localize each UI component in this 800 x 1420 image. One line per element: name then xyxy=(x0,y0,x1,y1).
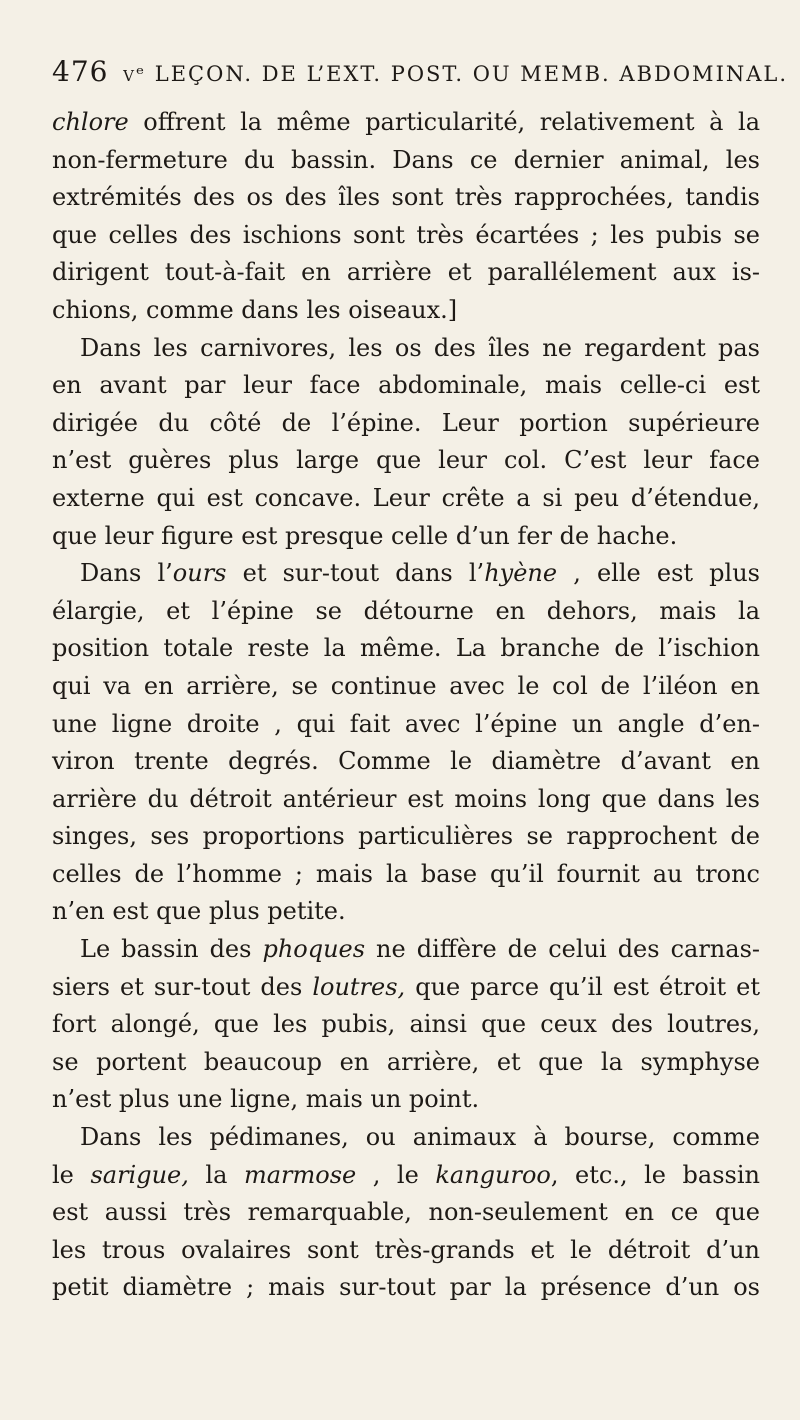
text-line xyxy=(52,104,760,142)
text-line xyxy=(52,1232,760,1270)
text-line xyxy=(52,781,760,819)
text-run: est aussi très remarquable, non-seulement en ce que xyxy=(52,1198,760,1227)
text-line xyxy=(52,706,760,744)
italic-term: kanguroo xyxy=(435,1160,551,1189)
text-line xyxy=(52,405,760,443)
italic-term: loutres, xyxy=(312,972,406,1001)
text-run: n’est guères plus large que leur col. C’est leur face xyxy=(52,446,760,475)
text-line xyxy=(52,1081,760,1119)
text-line xyxy=(52,630,760,668)
running-head xyxy=(52,52,789,94)
italic-term: phoques xyxy=(262,935,366,964)
text-line xyxy=(52,179,760,217)
text-line xyxy=(52,1269,760,1307)
text-run: dirigée du côté de l’épine. Leur portion supérieure xyxy=(52,408,760,437)
text-line xyxy=(52,367,760,405)
text-run: siers et sur-tout des xyxy=(52,972,313,1001)
text-run: Dans les carnivores, les os des îles ne regardent pas xyxy=(80,333,760,362)
text-line xyxy=(52,254,760,292)
italic-term: hyène xyxy=(484,559,558,588)
text-run: se portent beaucoup en arrière, et que la symphyse xyxy=(52,1047,760,1076)
text-run: n’est plus une ligne, mais un point. xyxy=(52,1085,480,1114)
text-line xyxy=(52,931,760,969)
text-run: qui va en arrière, se continue avec le col de l’iléon en xyxy=(52,671,760,700)
text-line xyxy=(52,1119,760,1157)
text-run: le xyxy=(52,1160,91,1189)
text-line xyxy=(52,818,760,856)
italic-term: marmose xyxy=(243,1160,357,1189)
page-number: 476 xyxy=(52,55,109,88)
text-run: externe qui est concave. Leur crête a si peu d’étendue, xyxy=(52,483,760,512)
text-run: , le xyxy=(356,1160,436,1189)
text-run: petit diamètre ; mais sur-tout par la présence d’un os xyxy=(52,1273,760,1302)
text-line xyxy=(52,1006,760,1044)
text-run: Le bassin des xyxy=(80,935,263,964)
text-line xyxy=(52,969,760,1007)
text-run: Dans l’ xyxy=(80,559,173,588)
text-run: les trous ovalaires sont très-grands et le détroit d’un xyxy=(52,1235,760,1264)
text-run: , elle est plus xyxy=(557,559,760,588)
text-run: arrière du détroit antérieur est moins long que dans les xyxy=(52,784,760,813)
text-line xyxy=(52,1044,760,1082)
text-line xyxy=(52,856,760,894)
text-line xyxy=(52,743,760,781)
text-run: que leur figure est presque celle d’un fer de hache. xyxy=(52,521,678,550)
italic-term: chlore xyxy=(52,108,129,136)
text-run: la xyxy=(188,1160,244,1189)
text-line xyxy=(52,142,760,180)
italic-term: sarigue, xyxy=(90,1160,189,1189)
text-run: élargie, et l’épine se détourne en dehors, mais la xyxy=(52,596,760,625)
text-run: non-fermeture du bassin. Dans ce dernier animal, les xyxy=(52,145,760,174)
text-run: que celles des ischions sont très écartées ; les pubis se xyxy=(52,220,760,249)
text-line xyxy=(52,518,760,556)
text-line xyxy=(52,1157,760,1195)
text-line xyxy=(52,893,760,931)
text-line xyxy=(52,480,760,518)
text-line xyxy=(52,330,760,368)
text-line xyxy=(52,217,760,255)
text-run: chions, comme dans les oiseaux.] xyxy=(52,295,458,324)
text-line xyxy=(52,668,760,706)
text-run: ne diffère de celui des carnas- xyxy=(365,935,760,964)
text-run: singes, ses proportions particulières se rapprochent de xyxy=(52,822,760,851)
text-run: position totale reste la même. La branche de l’ischion xyxy=(52,634,760,663)
text-run: fort alongé, que les pubis, ainsi que ceux des loutres, xyxy=(52,1010,760,1039)
italic-term: ours xyxy=(172,559,227,588)
text-line xyxy=(52,593,760,631)
text-run: une ligne droite , qui fait avec l’épine un angle d’en- xyxy=(52,709,760,738)
text-run: dirigent tout-à-fait en arrière et parallélement aux is- xyxy=(52,258,760,287)
text-run: offrent la même particularité, relativement à la xyxy=(128,108,760,136)
text-line xyxy=(52,1194,760,1232)
text-run: Dans les pédimanes, ou animaux à bourse, comme xyxy=(80,1123,760,1152)
text-run: , etc., le bassin xyxy=(550,1160,760,1189)
text-line xyxy=(52,442,760,480)
text-run: viron trente degrés. Comme le diamètre d’avant en xyxy=(52,747,760,776)
text-run: que parce qu’il est étroit et xyxy=(405,972,760,1001)
text-run: n’en est que plus petite. xyxy=(52,897,346,926)
text-run: extrémités des os des îles sont très rapprochées, tandis xyxy=(52,183,760,212)
text-run: en avant par leur face abdominale, mais celle-ci est xyxy=(52,371,760,400)
text-line xyxy=(52,292,760,330)
text-run: et sur-tout dans l’ xyxy=(226,559,485,588)
running-title: vᵉ LEÇON. DE L’EXT. POST. OU MEMB. ABDOMINAL. xyxy=(123,62,789,86)
body-text xyxy=(52,104,760,1307)
text-line xyxy=(52,555,760,593)
text-run: celles de l’homme ; mais la base qu’il fournit au tronc xyxy=(52,859,760,888)
